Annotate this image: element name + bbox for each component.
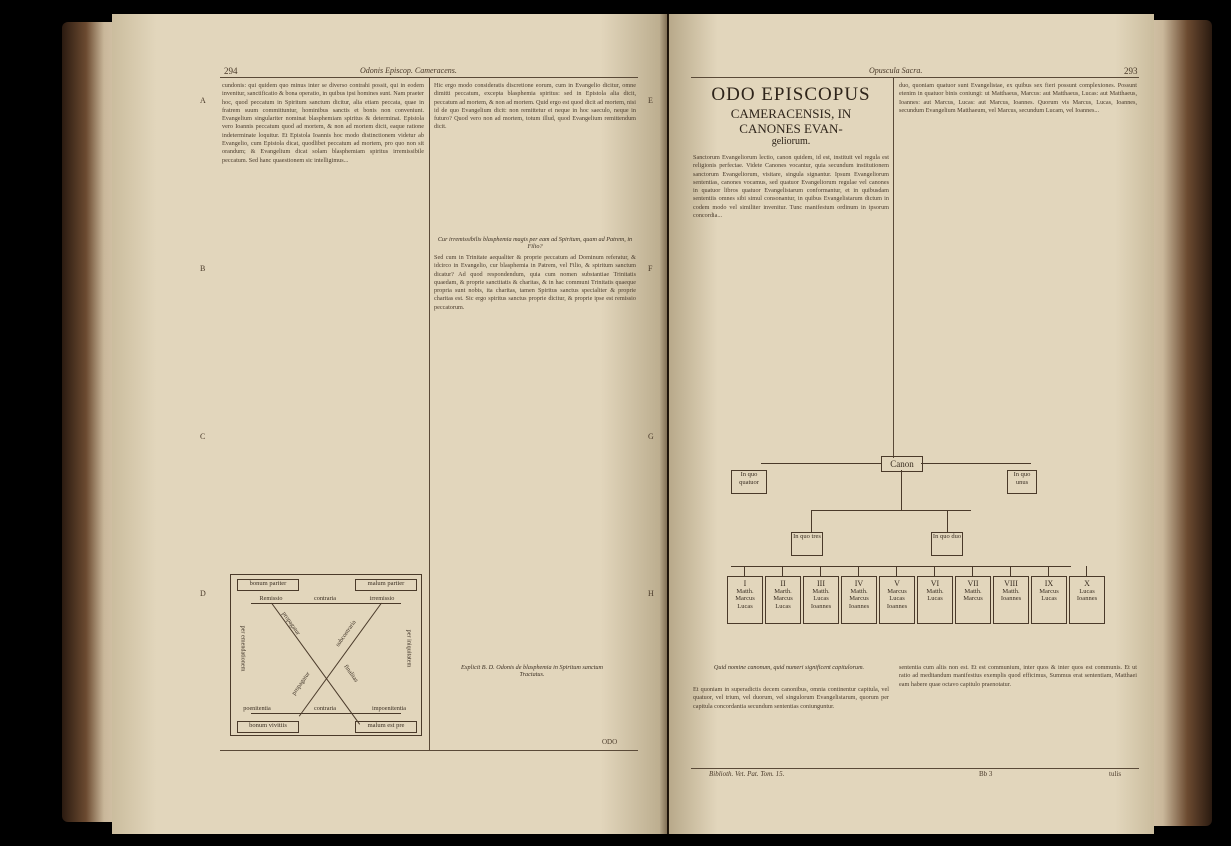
canon-box-number: II bbox=[780, 579, 786, 588]
canon-box-number: V bbox=[894, 579, 900, 588]
label-per-iniquitatem: per iniquitatem bbox=[405, 629, 413, 668]
margin-letter-g: G bbox=[648, 432, 654, 441]
label-impoenitentia: impoenitentia bbox=[371, 705, 407, 712]
label-propagatur-1: propagatur bbox=[280, 610, 302, 637]
canon-box-evangelists: Matth. Lucas Ioannes bbox=[810, 587, 832, 610]
canon-box-stem bbox=[1086, 566, 1087, 576]
margin-letter-a: A bbox=[200, 96, 206, 105]
canon-box-stem bbox=[934, 566, 935, 576]
canon-box-number: IX bbox=[1044, 579, 1054, 588]
stem-left bbox=[811, 510, 812, 532]
canon-box-number: I bbox=[743, 579, 747, 588]
margin-letter-f: F bbox=[648, 264, 653, 273]
canon-box bbox=[1031, 576, 1067, 624]
open-book bbox=[62, 14, 1212, 834]
right-catchword: tulis bbox=[1109, 770, 1122, 778]
canon-diagram bbox=[691, 454, 1139, 654]
canon-box bbox=[879, 576, 915, 624]
canon-box bbox=[955, 576, 991, 624]
canon-box-stem bbox=[1048, 566, 1049, 576]
margin-letter-c: C bbox=[200, 432, 206, 441]
bottom-col1: Et quoniam in superadictis decem canonibus, omnia continentur capitula, vel quatuor, vel trium, vel duorum, vel singulorum Evangelistarum, quorum per capitula concordantia secundum sententias coniunguntur. bbox=[693, 686, 889, 710]
canon-box-evangelists: Matth. Lucas bbox=[926, 587, 944, 602]
root-right-line bbox=[921, 463, 1031, 464]
label-remissio: Remissio bbox=[259, 595, 283, 602]
remissio-diagram bbox=[230, 574, 422, 736]
canon-box-number: VI bbox=[930, 579, 940, 588]
label-malum-est-pre: malum est pre bbox=[355, 721, 417, 733]
label-contraria-top: contraria bbox=[314, 595, 336, 602]
margin-letter-h: H bbox=[648, 589, 654, 598]
top-connector bbox=[251, 603, 401, 604]
label-irremissio: irremissio bbox=[369, 595, 395, 602]
canon-box bbox=[765, 576, 801, 624]
title-line-1: ODO EPISCOPUS bbox=[711, 84, 871, 105]
left-catchword: ODO bbox=[602, 738, 618, 746]
right-page-col2: duo, quoniam quatuor sunt Evangelistae, ex quibus sex fieri possunt complexiones. Possunt etenim in quatuor binis coniungi: ut Matthaeus, Marcus: aut Matthaeus, Lucas: aut Matthaeus, Ioannes: aut Marcus, Lucas: aut Marcus, Ioannes. Quorum vis Marcus, Lucas, Ioannes, secundum Evangelium Matthaeum, vel Marcus, secundum Lucam, vel Ioannes... bbox=[899, 82, 1137, 114]
node-in-quo-unus: In quo unus bbox=[1007, 470, 1037, 494]
foot-rule bbox=[220, 750, 638, 751]
canon-root: Canon bbox=[881, 456, 923, 472]
title-line-4: geliorum. bbox=[771, 136, 811, 147]
label-per-emendationem: per emendationem bbox=[239, 625, 247, 672]
node-in-quo-tres: In quo tres bbox=[791, 532, 823, 556]
explicit: Explicit B. D. Odonis de blasphemia in Spiritum sanctum Tractatus. bbox=[461, 664, 603, 678]
signature-mark: Bb 3 bbox=[979, 770, 993, 778]
title-line-3: CANONES EVAN- bbox=[739, 121, 843, 136]
label-malum-partier: malum partier bbox=[355, 579, 417, 591]
canon-box bbox=[1069, 576, 1105, 624]
canon-caption: Quid nomine canonum, quid numeri significent capitulorum. bbox=[713, 664, 865, 671]
canon-box-number: VIII bbox=[1004, 579, 1018, 588]
label-contraria-bottom: contraria bbox=[314, 705, 336, 712]
section-heading: Cur irremissibilis blasphemia magis per eam ad Spiritum, quam ad Patrem, in Filio? bbox=[437, 236, 633, 250]
right-page-number: 293 bbox=[1124, 66, 1138, 76]
right-column-text-2: Sed cum in Trinitate aequaliter & proprie peccatum ad Dominum referatur, & idcirco in Evangelio, cur blasphemia in Patrem, vel Filio, & spiritum sanctum dicatur? Ad quod respondendum, quia cum nomen substantiae Trinitatis quaedam, & proprie sanctitatis & charitas, & in hac communi Trinitatis quaeque propria sunt nobis, ita charitas, tamen Spiritus sanctus specialiter & proprie charitas est. Sic ergo spiritus sanctus proprie dicitur, & proprie ipse est remissio peccatorum. bbox=[434, 254, 636, 311]
left-page-number: 294 bbox=[224, 66, 238, 76]
root-stem bbox=[901, 470, 902, 510]
canon-box bbox=[993, 576, 1029, 624]
canon-box bbox=[841, 576, 877, 624]
canon-box-number: VII bbox=[967, 579, 979, 588]
title-line-2: CAMERACENSIS, IN bbox=[730, 106, 852, 121]
canon-box-stem bbox=[820, 566, 821, 576]
right-column-text: Hic ergo modo consideratis discretione eorum, cum in Evangelio dicitur, omne dimitti peccatum, excepta blasphemia spiritus: sed in Epistola alia dicit, peccatum ad mortem, & non ad mortem. Quid ergo est quod dicit ad mortem, nisi id de quo Evangelium dicit: non remittetur ei neque in hoc saeculo, neque in futuro? Quod vero non ad mortem, totum illud, quod Evangelium remittendum dicit. bbox=[434, 82, 636, 131]
right-page-col1: Sanctorum Evangeliorum lectio, canon quidem, id est, instituit vel regula est religionis perfectae. Videte Canones vocantur, quia secundum institutionem sanctorum Evangeliorum, visitare, singula signantur. Ipsum Evangeliorum sententias, canones vocamus, sed quatuor Evangeliorum regulae vel canones in quatuor libros quatuor Evangelistarum conformantur, et in quibusdam sententiis omnes sibi simul consonantur, in quibus Evangelistarum dictum in codem modo vel similiter invenitur. Tunc manifestum ordinum in ipsorum concordia... bbox=[693, 154, 889, 220]
right-running-head: Opuscula Sacra. bbox=[869, 66, 923, 75]
label-finalitas: finalitas bbox=[342, 663, 360, 684]
canon-box-stem bbox=[782, 566, 783, 576]
right-head-rule bbox=[691, 77, 1139, 78]
left-page bbox=[112, 14, 667, 834]
canon-box bbox=[917, 576, 953, 624]
canon-box-stem bbox=[744, 566, 745, 576]
canon-box-evangelists: Matth. Ioannes bbox=[1000, 587, 1022, 602]
canon-box-evangelists: Matth. Marcus Ioannes bbox=[848, 587, 870, 610]
canon-box-number: IV bbox=[854, 579, 864, 588]
canon-box-stem bbox=[896, 566, 897, 576]
node-in-quo-quatuor: In quo quatuor bbox=[731, 470, 767, 494]
column-divider bbox=[429, 78, 430, 750]
canon-box-evangelists: Matth. Marcus bbox=[963, 587, 983, 602]
canon-box-evangelists: Marcus Lucas Ioannes bbox=[886, 587, 908, 610]
canon-box-number: X bbox=[1084, 579, 1090, 588]
right-page bbox=[669, 14, 1154, 834]
canon-box bbox=[727, 576, 763, 624]
margin-letter-d: D bbox=[200, 589, 206, 598]
canon-box-evangelists: Lucas Ioannes bbox=[1076, 587, 1098, 602]
label-bonum-pariter: bonum pariter bbox=[237, 579, 299, 591]
canon-box-stem bbox=[858, 566, 859, 576]
canon-box-number: III bbox=[817, 579, 825, 588]
left-column-text: cundonis: qui quidem quo minus inter se diverso contrahi possit, qui in eodem invenitur, sanctificatio & bona operatio, in quibus ipsi homines sunt. Nam praeter hoc, quod peccatum in Spiritum sanctum dicitur, alia etiam peccata, quae in fratrem suum committuntur, hominibus sanctis et bonis non conveniunt. Evangelium singulariter nominat blasphemiam spiritus & determinat. Epistola vero Ioannis peccatum quod ad mortem, & non ad mortem dicit, eaque ratione indeterminate loquitur. Et Epistola Ioannis hoc modo distinctionem videtur ab Evangelio, cum Epistola dicat, quodlibet peccatum ad mortem, pro quo non sit orandum; & Evangelium dicat solam blasphemiam spiritus irremissibile peccatum. Sed hanc quaestionem sic intelligimus... bbox=[222, 82, 424, 164]
label-poenitentia: poenitentia bbox=[243, 705, 271, 712]
label-subcontraria: subcontraria bbox=[334, 618, 358, 649]
right-foot-rule bbox=[691, 768, 1139, 769]
canon-box-evangelists: Marth. Marcus Lucas bbox=[773, 587, 793, 610]
stem-right bbox=[947, 510, 948, 532]
bottom-col2: sententia cum aliis non est. Et est communium, inter quos & inter quos est communis. Et ut ratio ad meditandum manifestius exemplis quod efficimus, Summus erat sententiam, Matthaei eam habere quae octavo capitulo praenotatur. bbox=[899, 664, 1137, 688]
left-running-head: Odonis Episcop. Cameracens. bbox=[360, 66, 457, 75]
root-left-line bbox=[761, 463, 881, 464]
label-bonum-vivitiis: bonum vivitiis bbox=[237, 721, 299, 733]
margin-letter-e: E bbox=[648, 96, 653, 105]
canon-box-evangelists: Marcus Lucas bbox=[1039, 587, 1059, 602]
canon-box bbox=[803, 576, 839, 624]
margin-letter-b: B bbox=[200, 264, 206, 273]
canon-box-stem bbox=[972, 566, 973, 576]
canon-box-stem bbox=[1010, 566, 1011, 576]
node-in-quo-duo: In quo duo bbox=[931, 532, 963, 556]
bottom-connector bbox=[251, 713, 401, 714]
right-column-divider bbox=[893, 78, 894, 458]
label-propagatur-2: propagatur bbox=[290, 670, 312, 697]
footer-biblioth: Biblioth. Vet. Pat. Tom. 15. bbox=[709, 770, 785, 778]
canon-box-evangelists: Matth. Marcus Lucas bbox=[735, 587, 755, 610]
